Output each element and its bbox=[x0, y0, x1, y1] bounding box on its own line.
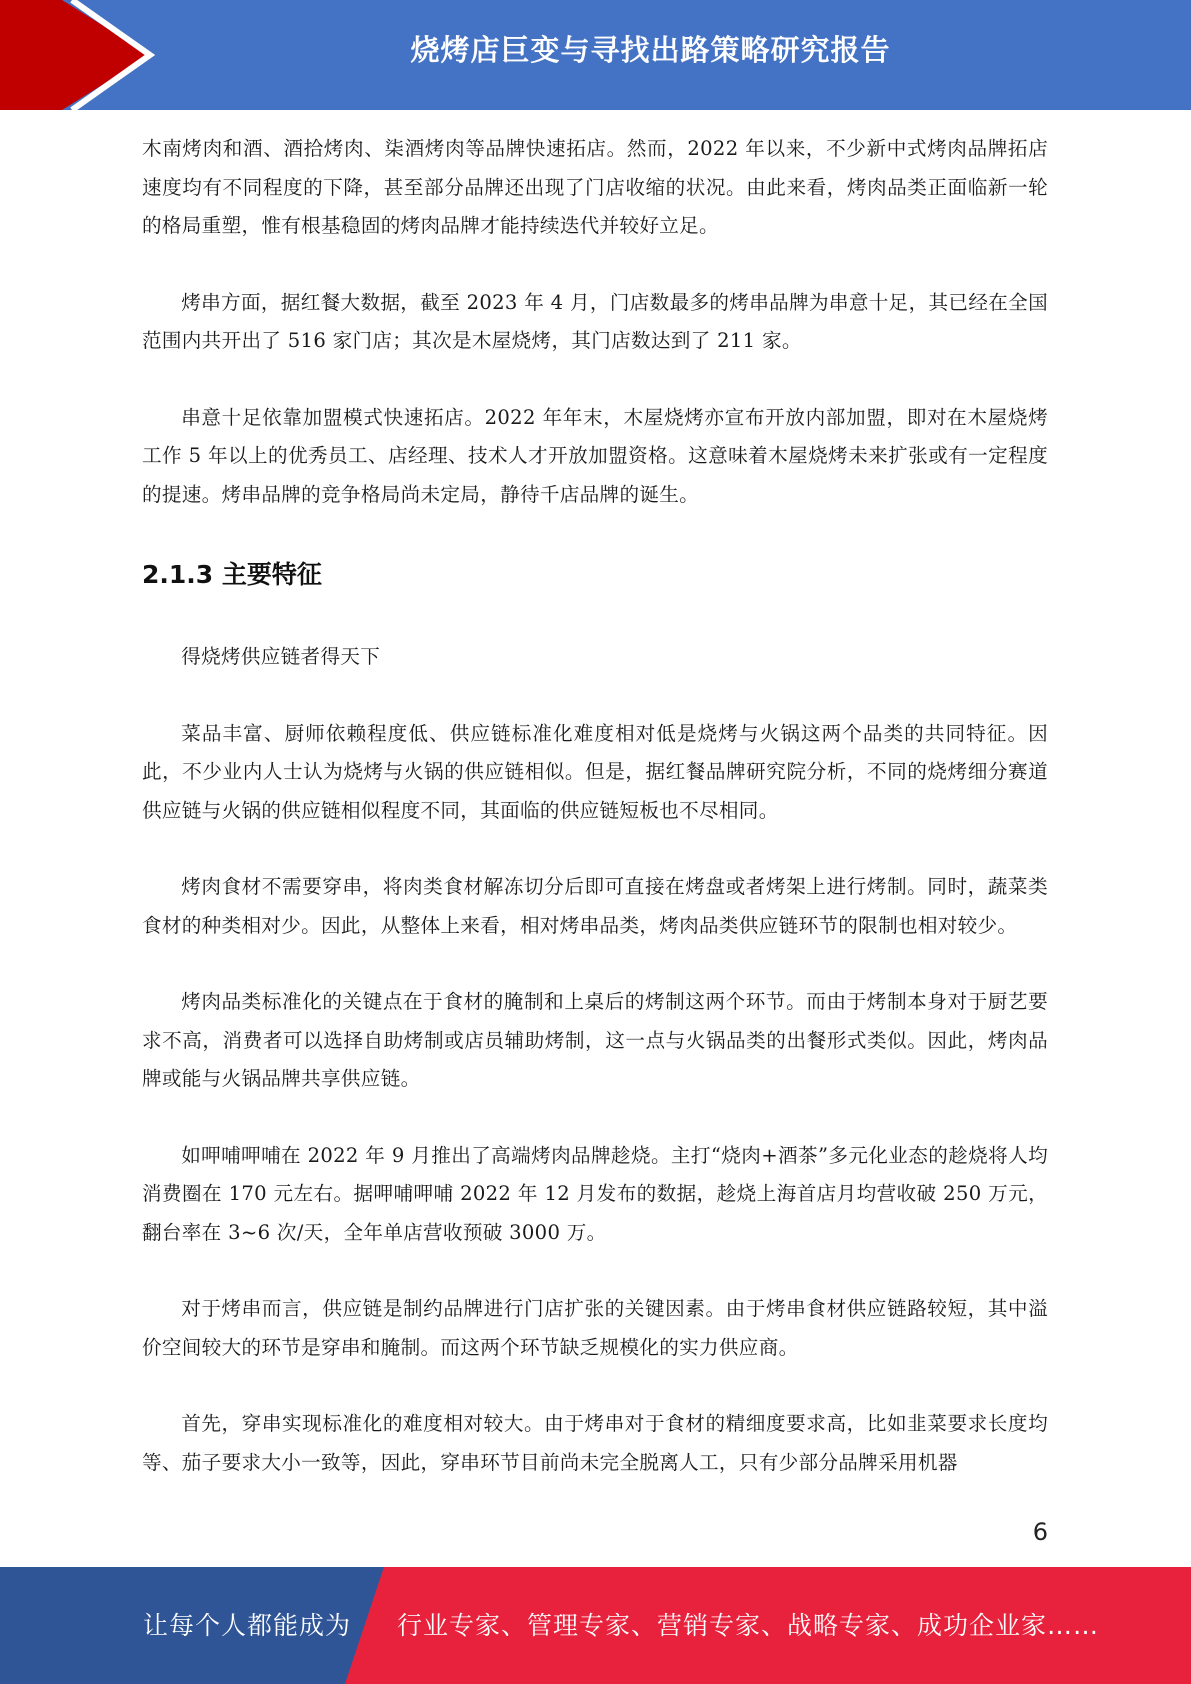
body-paragraph: 烤串方面，据红餐大数据，截至 2023 年 4 月，门店数最多的烤串品牌为串意十足，其已经在全国范围内共开出了 516 家门店；其次是木屋烧烤，其门店数达到了 211 家。 bbox=[142, 290, 1048, 352]
page-body bbox=[142, 130, 1048, 1482]
body-paragraph: 菜品丰富、厨师依赖程度低、供应链标准化难度相对低是烧烤与火锅这两个品类的共同特征。因此，不少业内人士认为烧烤与火锅的供应链相似。但是，据红餐品牌研究院分析，不同的烧烤细分赛道供应链与火锅的供应链相似程度不同，其面临的供应链短板也不尽相同。 bbox=[142, 721, 1048, 822]
body-paragraph: 首先，穿串实现标准化的难度相对较大。由于烤串对于食材的精细度要求高，比如韭菜要求长度均等、茄子要求大小一致等，因此，穿串环节目前尚未完全脱离人工，只有少部分品牌采用机器 bbox=[142, 1412, 1048, 1474]
footer-slogan-right: 行业专家、管理专家、营销专家、战略专家、成功企业家…… bbox=[397, 1611, 1100, 1640]
page-footer bbox=[0, 1567, 1191, 1684]
page-header bbox=[0, 0, 1191, 110]
footer-slogan-left: 让每个人都能成为 bbox=[143, 1611, 352, 1640]
body-paragraph: 得烧烤供应链者得天下 bbox=[181, 645, 381, 668]
body-paragraph: 烤肉品类标准化的关键点在于食材的腌制和上桌后的烤制这两个环节。而由于烤制本身对于厨艺要求不高，消费者可以选择自助烤制或店员辅助烤制，这一点与火锅品类的出餐形式类似。因此，烤肉品牌或能与火锅品牌共享供应链。 bbox=[142, 990, 1048, 1090]
red-arrow-icon bbox=[0, 0, 160, 110]
report-title: 烧烤店巨变与寻找出路策略研究报告 bbox=[410, 33, 891, 67]
body-paragraph: 如呷哺呷哺在 2022 年 9 月推出了高端烤肉品牌趁烧。主打“烧肉+酒茶”多元化业态的趁烧将人均消费圈在 170 元左右。据呷哺呷哺 2022 年 12 月发布的数据，趁烧上海首店月均营收破 250 万元，翻台率在 3~6 次/天，全年单店营收预破 3000 万。 bbox=[142, 1143, 1048, 1244]
body-paragraph: 烤肉食材不需要穿串，将肉类食材解冻切分后即可直接在烤盘或者烤架上进行烤制。同时，蔬菜类食材的种类相对少。因此，从整体上来看，相对烤串品类，烤肉品类供应链环节的限制也相对较少。 bbox=[142, 875, 1048, 937]
body-paragraph: 木南烤肉和酒、酒拾烤肉、柒酒烤肉等品牌快速拓店。然而，2022 年以来，不少新中式烤肉品牌拓店速度均有不同程度的下降，甚至部分品牌还出现了门店收缩的状况。由此来看，烤肉品类正面临新一轮的格局重塑，惟有根基稳固的烤肉品牌才能持续迭代并较好立足。 bbox=[142, 137, 1048, 237]
body-paragraph: 对于烤串而言，供应链是制约品牌进行门店扩张的关键因素。由于烤串食材供应链路较短，其中溢价空间较大的环节是穿串和腌制。而这两个环节缺乏规模化的实力供应商。 bbox=[142, 1297, 1048, 1359]
body-paragraph: 串意十足依靠加盟模式快速拓店。2022 年年末，木屋烧烤亦宣布开放内部加盟，即对在木屋烧烤工作 5 年以上的优秀员工、店经理、技术人才开放加盟资格。这意味着木屋烧烤未来扩张或有一定程度的提速。烤串品牌的竞争格局尚未定局，静待千店品牌的诞生。 bbox=[142, 405, 1048, 506]
page-number: 6 bbox=[1032, 1518, 1048, 1546]
section-heading: 2.1.3 主要特征 bbox=[142, 560, 322, 589]
